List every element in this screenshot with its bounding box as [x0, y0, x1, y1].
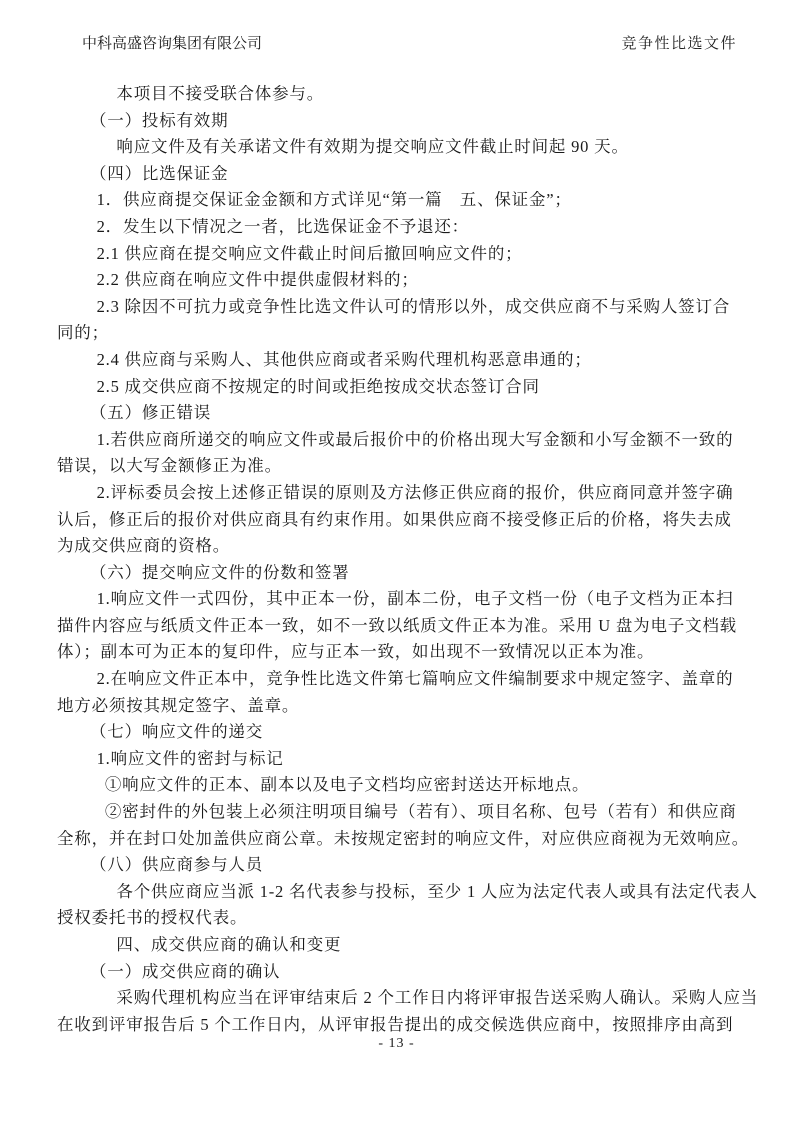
text-line: 描件内容应与纸质文件正本一致，如不一致以纸质文件正本为准。采用 U 盘为电子文档载 — [57, 615, 737, 635]
text-line: 2.2 供应商在响应文件中提供虚假材料的； — [96, 270, 419, 290]
text-line: 2.评标委员会按上述修正错误的原则及方法修正供应商的报价，供应商同意并签字确 — [96, 482, 734, 502]
text-line: 响应文件及有关承诺文件有效期为提交响应文件截止时间起 90 天。 — [116, 137, 629, 157]
text-line: 授权委托书的授权代表。 — [57, 908, 248, 928]
text-line: 采购代理机构应当在评审结束后 2 个工作日内将评审报告送采购人确认。采购人应当 — [116, 988, 759, 1008]
text-line: 为成交供应商的资格。 — [57, 536, 230, 556]
text-line: 2.4 供应商与采购人、其他供应商或者采购代理机构恶意串通的； — [96, 349, 592, 369]
header-company-name: 中科高盛咨询集团有限公司 — [82, 36, 263, 52]
document-body — [57, 81, 759, 1038]
text-line: （四）比选保证金 — [90, 163, 229, 183]
text-line: 1.响应文件一式四份，其中正本一份，副本二份，电子文档一份（电子文档为正本扫 — [96, 589, 734, 609]
page-number: - 13 - — [378, 1036, 415, 1051]
text-line: 四、成交供应商的确认和变更 — [116, 935, 342, 954]
text-line: 1.若供应商所递交的响应文件或最后报价中的价格出现大写金额和小写金额不一致的 — [96, 429, 734, 449]
text-line: ①响应文件的正本、副本以及电子文档均应密封送达开标地点。 — [104, 775, 590, 795]
text-line: 2.5 成交供应商不按规定的时间或拒绝按成交状态签订合同 — [96, 376, 540, 396]
text-line: 本项目不接受联合体参与。 — [116, 84, 324, 103]
text-line: 2.1 供应商在提交响应文件截止时间后撤回响应文件的； — [96, 243, 523, 263]
text-line: 1．供应商提交保证金金额和方式详见“第一篇 五、保证金”； — [96, 190, 572, 210]
text-line: （八）供应商参与人员 — [90, 855, 263, 875]
header-document-type: 竞争性比选文件 — [621, 36, 737, 52]
text-line: 全称，并在封口处加盖供应商公章。未按规定密封的响应文件，对应供应商视为无效响应。 — [57, 828, 749, 848]
text-line: 各个供应商应当派 1-2 名代表参与投标，至少 1 人应为法定代表人或具有法定代表人 — [116, 881, 758, 901]
text-line: （一）成交供应商的确认 — [90, 961, 281, 981]
page-header — [82, 34, 737, 54]
text-line: 认后，修正后的报价对供应商具有约束作用。如果供应商不接受修正后的价格，将失去成 — [57, 509, 732, 529]
page-footer — [0, 1036, 793, 1052]
text-line: 地方必须按其规定签字、盖章。 — [57, 695, 300, 715]
text-line: ②密封件的外包装上必须注明项目编号（若有）、项目名称、包号（若有）和供应商 — [104, 802, 737, 822]
text-line: 1.响应文件的密封与标记 — [96, 748, 284, 768]
text-line: 2.在响应文件正本中，竞争性比选文件第七篇响应文件编制要求中规定签字、盖章的 — [96, 669, 734, 689]
text-line: （七）响应文件的递交 — [90, 722, 263, 742]
text-line: （六）提交响应文件的份数和签署 — [90, 562, 350, 582]
text-line: 错误，以大写金额修正为准。 — [57, 456, 282, 476]
text-line: 2．发生以下情况之一者，比选保证金不予退还： — [96, 216, 469, 236]
text-line: 同的； — [57, 323, 109, 343]
text-line: 在收到评审报告后 5 个工作日内，从评审报告提出的成交候选供应商中，按照排序由高到 — [57, 1014, 734, 1034]
text-line: 2.3 除因不可抗力或竞争性比选文件认可的情形以外，成交供应商不与采购人签订合 — [96, 296, 731, 316]
text-line: 体）；副本可为正本的复印件，应与正本一致，如出现不一致情况以正本为准。 — [57, 642, 655, 662]
text-line: （五）修正错误 — [90, 403, 212, 423]
text-line: （一）投标有效期 — [90, 110, 229, 130]
